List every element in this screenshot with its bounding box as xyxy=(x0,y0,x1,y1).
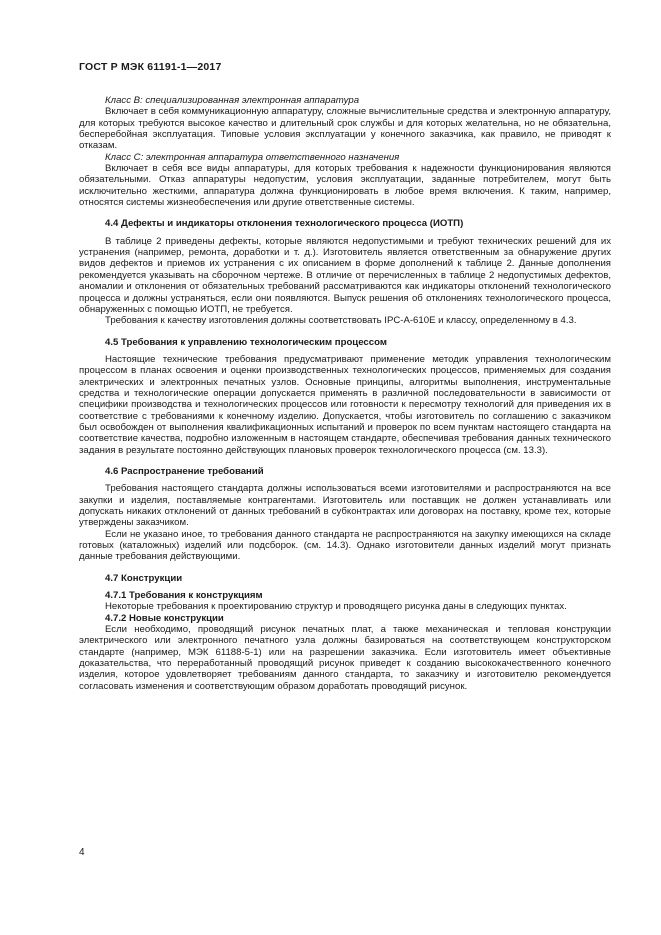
section-4-6-paragraph-2: Если не указано иное, то требования данного стандарта не распространяются на закупку имеющихся на складе готовых (каталожных) изделий или подсборок. (см. 14.3). Однако изготовители данных изделий могут признать данные требования действующими. xyxy=(79,528,611,563)
document-header: ГОСТ Р МЭК 61191-1—2017 xyxy=(79,61,222,73)
section-4-7-2-heading: 4.7.2 Новые конструкции xyxy=(105,612,224,624)
section-4-7-2-paragraph: Если необходимо, проводящий рисунок печатных плат, а также механическая и тепловая конструкции электрического или электронного печатного узла должны базироваться на соответствующем конструкторском стандарте (например, МЭК 61188-5-1) или на разрешении заказчика. Если изготовитель имеет объективные доказательства, что переработанный проводящий рисунок приведет к созданию высококачественного конечного изделия, которое удовлетворяет требованиям данного стандарта, то заказчику и изготовителю рекомендуется согласовать изменения и соответствующим образом доработать проводящий рисунок. xyxy=(79,624,611,692)
section-4-7-heading: 4.7 Конструкции xyxy=(105,572,183,584)
class-c-title: Класс C: электронная аппаратура ответственного назначения xyxy=(105,151,400,163)
class-c-text: Включает в себя все виды аппаратуры, для которых требования к надежности функционирования являются обязательными. Отказ аппаратуры недопустим, условия эксплуатации, заданные потребителем, могут быть исключительно жесткими, аппаратура должна функционировать в любое время включения. К таким, например, относятся системы жизнеобеспечения или другие ответственные системы. xyxy=(79,163,611,209)
section-4-7-1-heading: 4.7.1 Требования к конструкциям xyxy=(105,590,263,602)
section-4-5-paragraph-1: Настоящие технические требования предусматривают применение методик управления технологическим процессом в планах освоения и оценки производственных технологических процессов, применяемых для создания электрических и электронных печатных узлов. Основные принципы, алгоритмы выполнения, инструментальные средства и технологические операции допускается применять в различной последовательности в зависимости от специфики производства и технологических процессов или готовности к пересмотру технологий для приведения их в соответствие с требованиями к конечному изделию. Допускается, чтобы изготовитель по соглашению с заказчиком был освобожден от выполнения квалификационных испытаний и проверок по всем пунктам настоящего стандарта на соответствие качества, подробно изложенным в настоящем стандарте, обеспечивая требования данных технического задания в результате постоянно действующих плановых проверок технологического процесса (см. 13.3). xyxy=(79,353,611,456)
section-4-7-1-paragraph: Некоторые требования к проектированию структур и проводящего рисунка даны в следующих пунктах. xyxy=(105,601,567,613)
section-4-5-heading: 4.5 Требования к управлению технологическим процессом xyxy=(105,336,387,348)
class-b-text: Включает в себя коммуникационную аппаратуру, сложные вычислительные средства и электронную аппаратуру, для которых требуются высокое качество и длительный срок службы и для которых желательна, но не обязательна, бесперебойная эксплуатация. Типовые условия эксплуатации у конечного заказчика, как правило, не приводят к отказам. xyxy=(79,106,611,152)
class-b-title: Класс B: специализированная электронная аппаратура xyxy=(105,95,360,106)
section-4-6-paragraph-1: Требования настоящего стандарта должны использоваться всеми изготовителями и распространяются на все закупки и изделия, поставляемые контрагентами. Изготовитель или поставщик не должен устанавливать или допускать никаких отклонений от данных требований в субконтрактах или договорах на поставку, кроме тех, которые утверждены заказчиком. xyxy=(79,483,611,529)
section-4-6-heading: 4.6 Распространение требований xyxy=(105,465,264,477)
section-4-4-paragraph-1: В таблице 2 приведены дефекты, которые являются недопустимыми и требуют технических решений для их устранения (например, ремонта, доработки и т. д.). Изготовитель является ответственным за обнаружение других видов дефектов и приемов их устранения с их описанием в форме дополнений к таблице 2. Данные дополнения рекомендуется указывать на сборочном чертеже. В отличие от перечисленных в таблице 2 недопустимых дефектов, аномалии и отклонения от обязательных требований рассматриваются как индикаторы отклонений технологического процесса и должны устраняться, если они появляются. Выпуск решения об отклонениях технологического процесса, обнаруженных с помощью ИОТП, не требуется. xyxy=(79,235,611,315)
page-number: 4 xyxy=(79,847,85,858)
section-4-4-heading: 4.4 Дефекты и индикаторы отклонения технологического процесса (ИОТП) xyxy=(105,218,464,230)
section-4-4-paragraph-2: Требования к качеству изготовления должны соответствовать IPC-A-610E и классу, определенному в 4.3. xyxy=(105,315,577,327)
document-body xyxy=(79,95,611,692)
